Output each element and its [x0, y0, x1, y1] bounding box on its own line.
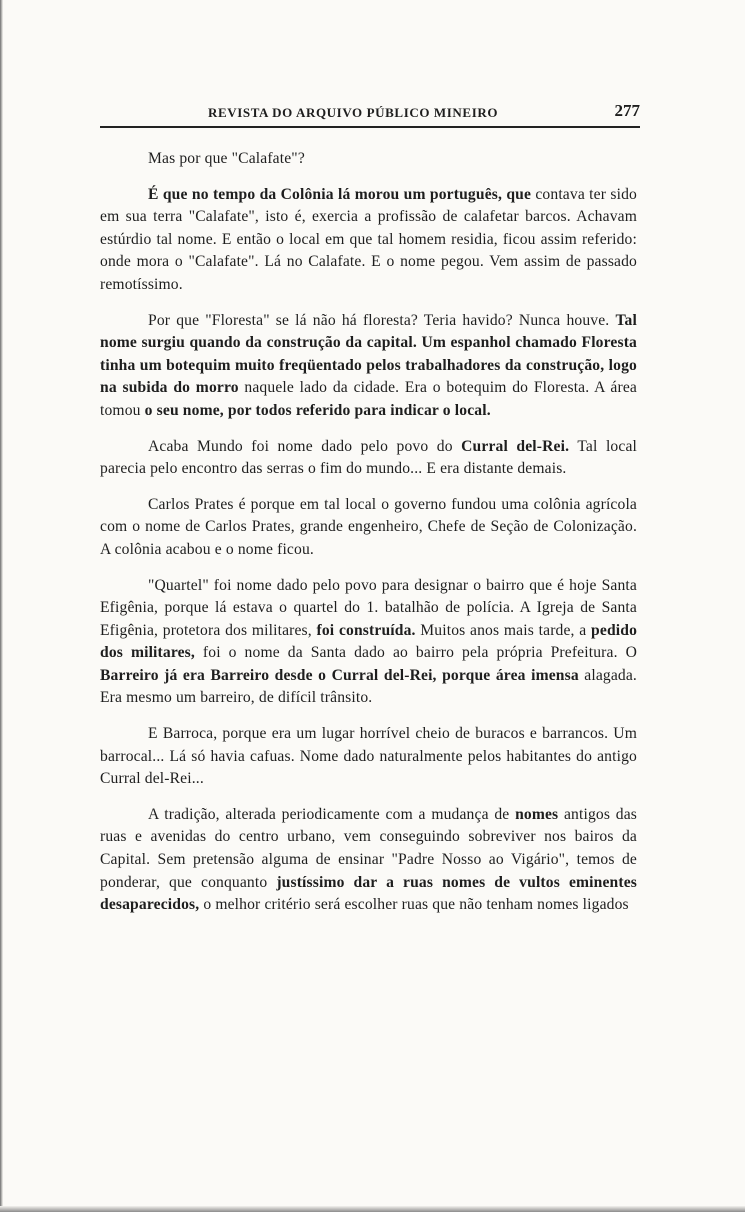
page-header — [100, 103, 640, 125]
paragraph — [100, 494, 637, 562]
text-run: Tal local parecia pelo encontro das serras o fim do mundo... E era distante demais. — [100, 437, 637, 478]
bold-text: pedido dos militares, — [100, 621, 638, 662]
text-run: Acaba Mundo foi nome dado pelo povo do — [148, 437, 462, 455]
text-run: E Barroca, porque era um lugar horrível cheio de buracos e barrancos. Um barrocal... Lá só havia cafuas. Nome dado naturalmente pelos habitantes do antigo Curral del-Rei... — [100, 725, 637, 788]
text-run: contava ter sido em sua terra "Calafate", isto é, exercia a profissão de calafetar barcos. Achavam estúrdio tal nome. E então o local em que tal homem residia, ficou assim referido: onde mora o "Calafate". Lá no Calafate. E o nome pegou. Vem assim de passado remotíssimo. — [100, 185, 637, 293]
text-run: Por que "Floresta" se lá não há floresta? Teria havido? Nunca houve. — [148, 311, 616, 329]
paragraph — [100, 804, 637, 917]
scan-left-edge — [0, 0, 3, 1212]
scan-bottom-edge — [0, 1206, 745, 1212]
header-rule — [100, 126, 640, 128]
bold-text: Barreiro já era Barreiro desde o Curral del-Rei, porque área imensa — [100, 666, 579, 684]
bold-text: justíssimo dar a ruas nomes de vultos eminentes desaparecidos, — [100, 873, 637, 914]
text-run: Muitos anos mais tarde, a — [415, 621, 592, 639]
paragraph — [100, 148, 637, 171]
bold-text: É que no tempo da Colônia lá morou um português, que — [148, 185, 532, 203]
paragraph — [100, 310, 637, 423]
text-run: alagada. Era mesmo um barreiro, de difícil trânsito. — [100, 666, 637, 707]
paragraph — [100, 184, 637, 297]
bold-text: o seu nome, por todos referido para indicar o local. — [144, 401, 491, 419]
page-body — [100, 148, 637, 930]
running-head: REVISTA DO ARQUIVO PÚBLICO MINEIRO — [208, 105, 499, 120]
paragraph — [100, 436, 637, 481]
text-run: naquele lado da cidade. Era o botequim do Floresta. A área tomou — [100, 379, 637, 419]
text-run: A tradição, alterada periodicamente com a mudança de — [148, 805, 516, 823]
text-run: foi o nome da Santa dado ao bairro pela própria Prefeitura. O — [194, 644, 637, 662]
bold-text: nomes — [515, 805, 559, 823]
page-number: 277 — [614, 101, 640, 120]
bold-text: Tal nome surgiu quando da construção da capital. Um espanhol chamado Floresta tinha um botequim muito freqüentado pelos trabalhadores da construção, logo na subida do morro — [100, 311, 637, 397]
bold-text: Curral del-Rei. — [461, 437, 570, 455]
paragraph — [100, 575, 637, 711]
paragraph — [100, 723, 637, 791]
text-run: "Quartel" foi nome dado pelo povo para designar o bairro que é hoje Santa Efigênia, porque lá estava o quartel do 1. batalhão de polícia. A Igreja de Santa Efigênia, protetora dos militares, — [100, 576, 637, 639]
text-run: antigos das ruas e avenidas do centro urbano, vem conseguindo sobreviver nos bairos da Capital. Sem pretensão alguma de ensinar "Padre Nosso ao Vigário", temos de ponderar, que conquanto — [100, 805, 637, 891]
text-run: o melhor critério será escolher ruas que não tenham nomes ligados — [199, 896, 629, 914]
text-run: Mas por que "Calafate"? — [148, 150, 305, 167]
text-run: Carlos Prates é porque em tal local o governo fundou uma colônia agrícola com o nome de Carlos Prates, grande engenheiro, Chefe de Seção de Colonização. A colônia acabou e o nome ficou. — [100, 495, 637, 558]
bold-text: foi construída. — [316, 621, 416, 639]
